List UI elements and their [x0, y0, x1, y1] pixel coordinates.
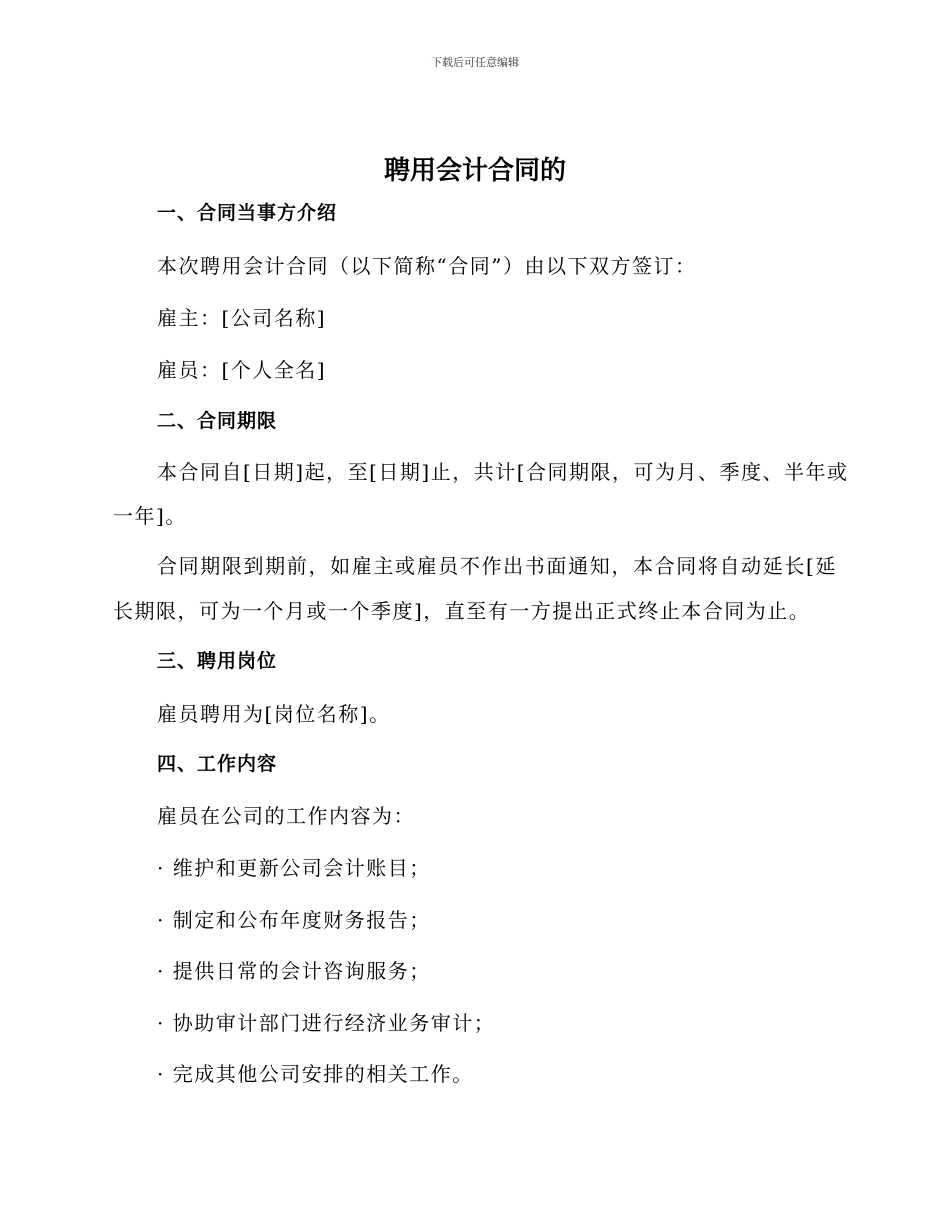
- section-4-heading: 四、工作内容: [157, 753, 278, 775]
- list-item: · 制定和公布年度财务报告；: [157, 908, 431, 932]
- term-paragraph-line-2: 一年]。: [113, 504, 187, 528]
- section-2-heading: 二、合同期限: [157, 410, 278, 432]
- list-item: · 完成其他公司安排的相关工作。: [157, 1062, 474, 1086]
- list-item: · 提供日常的会计咨询服务；: [157, 959, 431, 983]
- term-paragraph-line-1: 本合同自[日期]起，至[日期]止，共计[合同期限，可为月、季度、半年或: [157, 460, 849, 484]
- list-item: · 维护和更新公司会计账目；: [157, 856, 431, 880]
- renewal-paragraph-line-1: 合同期限到期前，如雇主或雇员不作出书面通知，本合同将自动延长[延: [157, 554, 837, 578]
- document-title: 聘用会计合同的: [383, 156, 566, 186]
- list-item: · 协助审计部门进行经济业务审计；: [157, 1011, 496, 1035]
- header-note: 下载后可任意编辑: [431, 56, 519, 69]
- section-1-intro: 本次聘用会计合同（以下简称“合同”）由以下双方签订：: [157, 254, 697, 278]
- position-line: 雇员聘用为[岗位名称]。: [157, 702, 391, 726]
- renewal-paragraph-line-2: 长期限，可为一个月或一个季度]，直至有一方提出正式终止本合同为止。: [113, 599, 811, 623]
- section-1-heading: 一、合同当事方介绍: [157, 202, 338, 224]
- employer-line: 雇主：[公司名称]: [157, 306, 327, 330]
- employee-line: 雇员：[个人全名]: [157, 358, 327, 382]
- duties-intro: 雇员在公司的工作内容为：: [157, 804, 415, 828]
- section-3-heading: 三、聘用岗位: [157, 650, 278, 672]
